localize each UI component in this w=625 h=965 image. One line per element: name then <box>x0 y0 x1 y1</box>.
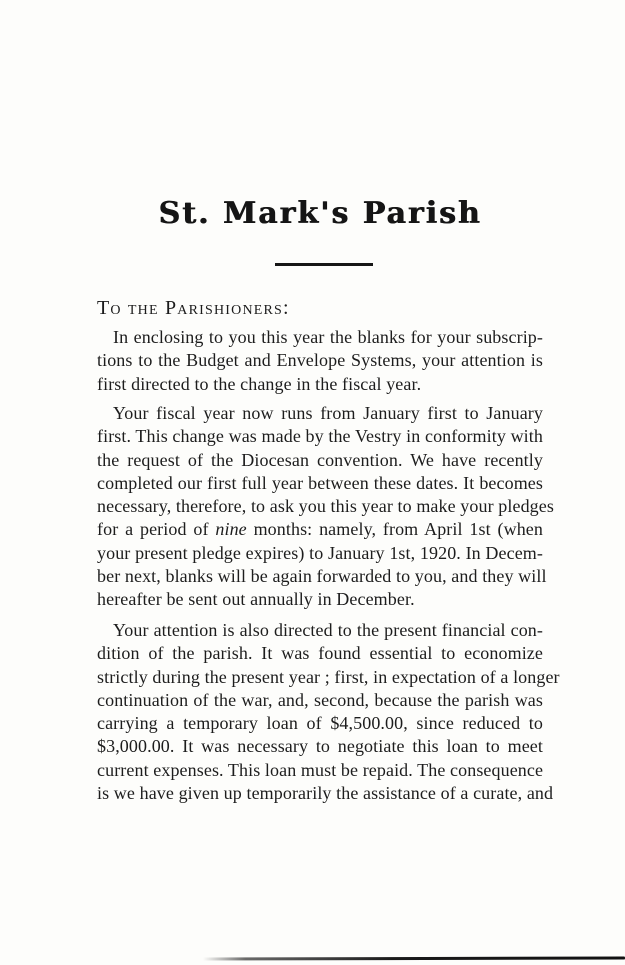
paragraph-fiscal-year-intro <box>97 326 543 396</box>
paragraph-pledge-period <box>97 402 554 612</box>
text-line: Your fiscal year now runs from January first to January <box>113 403 543 423</box>
text-line: carrying a temporary loan of $4,500.00, since reduced to <box>97 713 543 734</box>
text-line: $3,000.00. It was necessary to negotiate this loan to meet <box>97 736 543 757</box>
title-divider-rule <box>275 263 373 266</box>
text-line: the request of the Diocesan convention. We have recently <box>97 449 543 470</box>
page-title: St. Mark's Parish <box>158 196 482 231</box>
salutation: To the Parishioners: <box>97 297 290 319</box>
text-line: In enclosing to you this year the blanks for your subscrip- <box>113 327 543 347</box>
text-line: current expenses. This loan must be repaid. The consequence <box>97 759 544 780</box>
text-line: continuation of the war, and, second, because the parish was <box>97 689 543 710</box>
text-line: hereafter be sent out annually in December. <box>97 589 415 610</box>
text-line: necessary, therefore, to ask you this year to make your pledges <box>97 496 554 517</box>
text-line: first. This change was made by the Vestry in conformity with <box>97 426 543 447</box>
text-line: tions to the Budget and Envelope Systems, your attention is <box>97 350 543 371</box>
text-line: strictly during the present year ; first, in expectation of a longer <box>97 666 560 687</box>
text-line: Your attention is also directed to the present financial con- <box>113 620 543 640</box>
text-line: your present pledge expires) to January 1st, 1920. In Decem- <box>97 542 543 563</box>
text-line: is we have given up temporarily the assistance of a curate, and <box>97 783 554 804</box>
text-line: for a period of nine months: namely, from April 1st (when <box>97 519 543 540</box>
text-line: ber next, blanks will be again forwarded to you, and they will <box>97 566 547 587</box>
text-line: completed our first full year between these dates. It becomes <box>97 472 543 493</box>
text-line: dition of the parish. It was found essential to economize <box>97 643 543 664</box>
text-line: first directed to the change in the fiscal year. <box>97 373 422 394</box>
paragraph-financial-condition <box>97 619 560 805</box>
page-edge-shadow <box>203 957 625 961</box>
